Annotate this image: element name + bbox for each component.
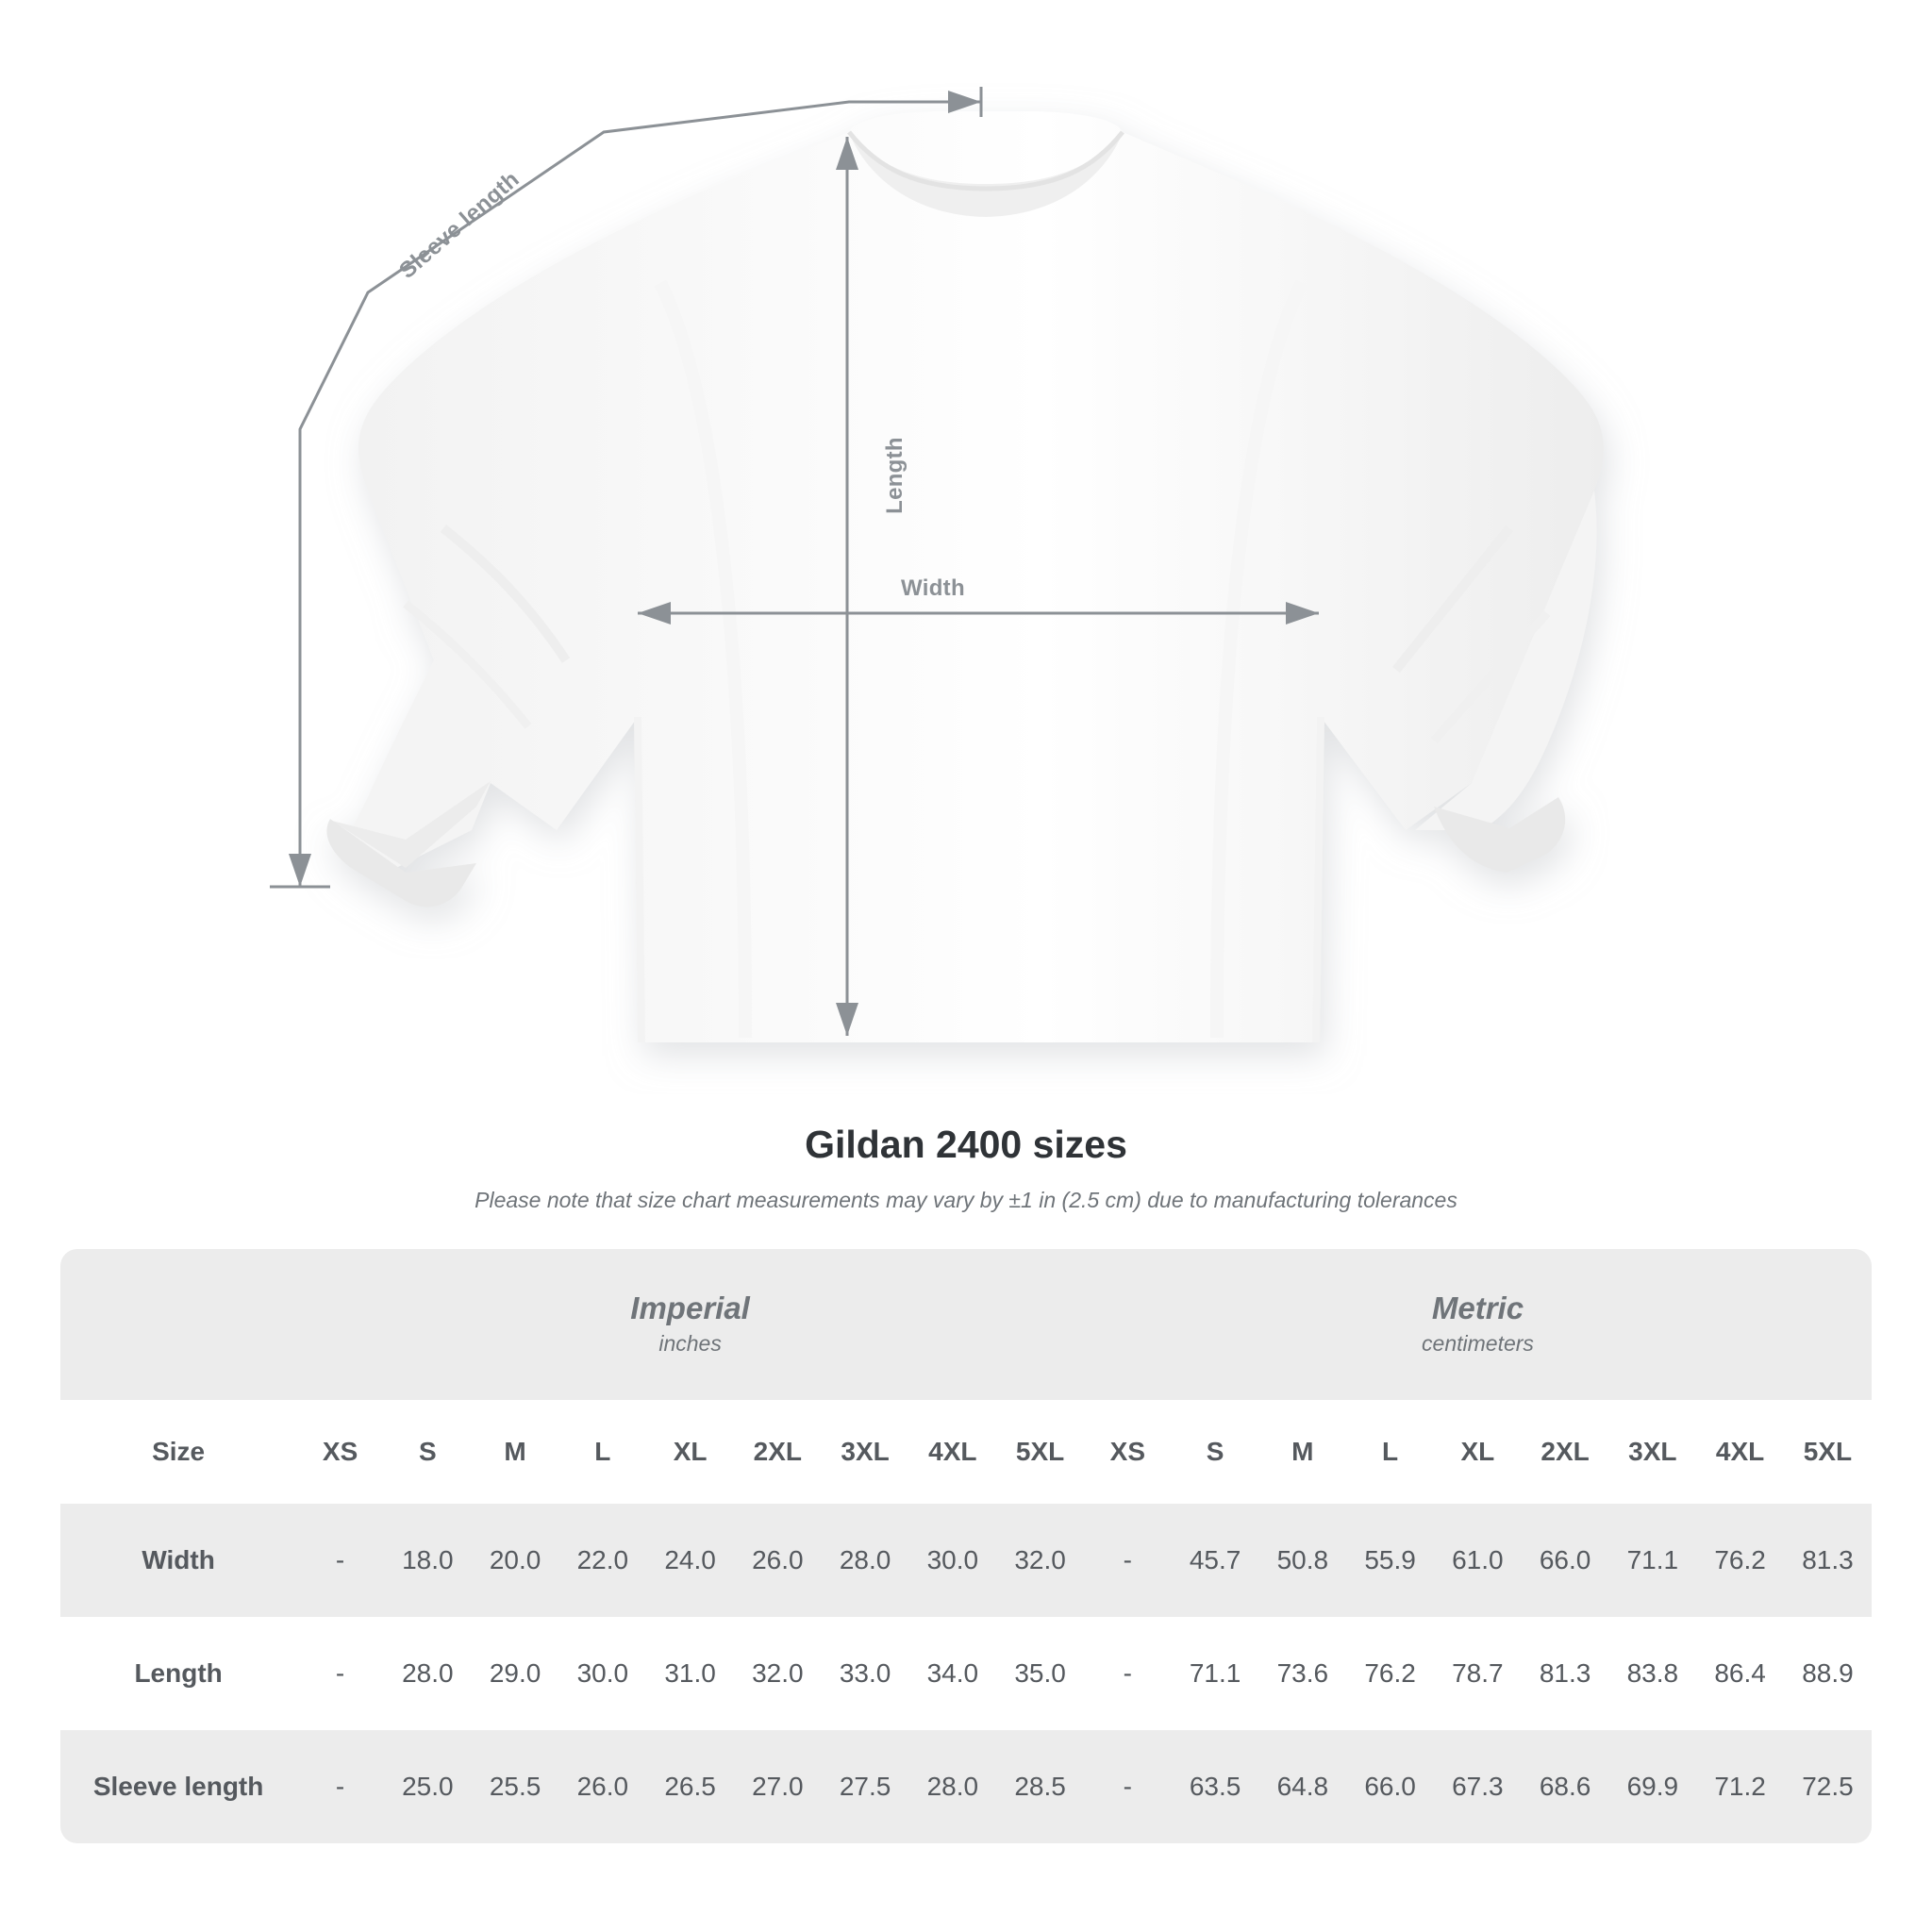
- size-header-imperial-xs: XS: [296, 1400, 384, 1504]
- size-header-imperial-xl: XL: [646, 1400, 734, 1504]
- size-header-imperial-5xl: 5XL: [996, 1400, 1084, 1504]
- size-header-metric-l: L: [1346, 1400, 1434, 1504]
- cell-sleeve-metric-xl: 67.3: [1434, 1730, 1522, 1843]
- cell-length-imperial-l: 30.0: [558, 1617, 646, 1730]
- size-header-metric-xl: XL: [1434, 1400, 1522, 1504]
- cell-sleeve-metric-2xl: 68.6: [1522, 1730, 1609, 1843]
- cell-sleeve-imperial-5xl: 28.5: [996, 1730, 1084, 1843]
- table-row: [60, 1617, 1872, 1730]
- unit-header-imperial: [296, 1249, 1084, 1400]
- cell-sleeve-imperial-3xl: 27.5: [822, 1730, 909, 1843]
- unit-imperial-name: Imperial: [630, 1291, 750, 1326]
- unit-imperial-sub: inches: [658, 1331, 722, 1357]
- cell-length-imperial-5xl: 35.0: [996, 1617, 1084, 1730]
- cell-sleeve-metric-m: 64.8: [1258, 1730, 1346, 1843]
- cell-length-metric-l: 76.2: [1346, 1617, 1434, 1730]
- cell-length-imperial-xl: 31.0: [646, 1617, 734, 1730]
- cell-length-imperial-3xl: 33.0: [822, 1617, 909, 1730]
- size-header-label: Size: [60, 1400, 296, 1504]
- unit-header-spacer: [60, 1249, 296, 1400]
- cell-sleeve-imperial-2xl: 27.0: [734, 1730, 822, 1843]
- row-label-length: Length: [60, 1617, 296, 1730]
- size-header-imperial-3xl: 3XL: [822, 1400, 909, 1504]
- cell-width-metric-2xl: 66.0: [1522, 1504, 1609, 1617]
- cell-width-metric-5xl: 81.3: [1784, 1504, 1872, 1617]
- cell-length-metric-2xl: 81.3: [1522, 1617, 1609, 1730]
- size-header-imperial-2xl: 2XL: [734, 1400, 822, 1504]
- size-header-metric-3xl: 3XL: [1608, 1400, 1696, 1504]
- cell-sleeve-imperial-s: 25.0: [384, 1730, 472, 1843]
- table-row: [60, 1504, 1872, 1617]
- size-header-metric-xs: XS: [1084, 1400, 1172, 1504]
- size-header-imperial-4xl: 4XL: [908, 1400, 996, 1504]
- cell-length-metric-3xl: 83.8: [1608, 1617, 1696, 1730]
- cell-width-metric-s: 45.7: [1172, 1504, 1259, 1617]
- cell-length-metric-4xl: 86.4: [1696, 1617, 1784, 1730]
- sleeve-length-label: Sleeve length: [394, 166, 525, 284]
- size-header-row: [60, 1400, 1872, 1504]
- cell-sleeve-metric-4xl: 71.2: [1696, 1730, 1784, 1843]
- cell-width-imperial-m: 20.0: [472, 1504, 559, 1617]
- size-header-imperial-m: M: [472, 1400, 559, 1504]
- cell-sleeve-metric-l: 66.0: [1346, 1730, 1434, 1843]
- cell-width-imperial-xs: -: [296, 1504, 384, 1617]
- size-header-imperial-l: L: [558, 1400, 646, 1504]
- cell-length-metric-xs: -: [1084, 1617, 1172, 1730]
- width-label: Width: [901, 575, 965, 601]
- cell-sleeve-imperial-4xl: 28.0: [908, 1730, 996, 1843]
- cell-width-imperial-4xl: 30.0: [908, 1504, 996, 1617]
- cell-length-imperial-xs: -: [296, 1617, 384, 1730]
- table-row: [60, 1730, 1872, 1843]
- cell-length-imperial-s: 28.0: [384, 1617, 472, 1730]
- cell-width-imperial-xl: 24.0: [646, 1504, 734, 1617]
- cell-length-metric-m: 73.6: [1258, 1617, 1346, 1730]
- cell-width-metric-m: 50.8: [1258, 1504, 1346, 1617]
- cell-length-metric-xl: 78.7: [1434, 1617, 1522, 1730]
- cell-sleeve-imperial-xl: 26.5: [646, 1730, 734, 1843]
- size-table-container: [60, 1249, 1872, 1843]
- cell-sleeve-metric-3xl: 69.9: [1608, 1730, 1696, 1843]
- size-header-imperial-s: S: [384, 1400, 472, 1504]
- title-block: [0, 1123, 1932, 1213]
- unit-header-metric: [1084, 1249, 1872, 1400]
- cell-length-imperial-2xl: 32.0: [734, 1617, 822, 1730]
- cell-length-metric-5xl: 88.9: [1784, 1617, 1872, 1730]
- unit-metric-name: Metric: [1431, 1291, 1524, 1326]
- cell-width-imperial-5xl: 32.0: [996, 1504, 1084, 1617]
- cell-width-metric-3xl: 71.1: [1608, 1504, 1696, 1617]
- cell-width-metric-4xl: 76.2: [1696, 1504, 1784, 1617]
- cell-length-imperial-4xl: 34.0: [908, 1617, 996, 1730]
- tolerance-note: Please note that size chart measurements may vary by ±1 in (2.5 cm) due to manufacturing tolerances: [475, 1188, 1457, 1212]
- row-label-width: Width: [60, 1504, 296, 1617]
- cell-length-metric-s: 71.1: [1172, 1617, 1259, 1730]
- cell-width-imperial-s: 18.0: [384, 1504, 472, 1617]
- cell-sleeve-metric-xs: -: [1084, 1730, 1172, 1843]
- cell-width-metric-xl: 61.0: [1434, 1504, 1522, 1617]
- cell-sleeve-metric-5xl: 72.5: [1784, 1730, 1872, 1843]
- cell-sleeve-imperial-xs: -: [296, 1730, 384, 1843]
- unit-metric-sub: centimeters: [1422, 1331, 1534, 1357]
- cell-length-imperial-m: 29.0: [472, 1617, 559, 1730]
- size-header-metric-5xl: 5XL: [1784, 1400, 1872, 1504]
- cell-width-metric-l: 55.9: [1346, 1504, 1434, 1617]
- cell-width-imperial-2xl: 26.0: [734, 1504, 822, 1617]
- cell-width-imperial-3xl: 28.0: [822, 1504, 909, 1617]
- size-header-metric-s: S: [1172, 1400, 1259, 1504]
- size-header-metric-m: M: [1258, 1400, 1346, 1504]
- size-header-metric-4xl: 4XL: [1696, 1400, 1784, 1504]
- cell-width-imperial-l: 22.0: [558, 1504, 646, 1617]
- length-label: Length: [881, 437, 908, 514]
- unit-header-row: [60, 1249, 1872, 1400]
- shirt-body: [326, 111, 1604, 1042]
- row-label-sleeve-length: Sleeve length: [60, 1730, 296, 1843]
- size-table: [60, 1249, 1872, 1843]
- cell-sleeve-imperial-l: 26.0: [558, 1730, 646, 1843]
- cell-sleeve-metric-s: 63.5: [1172, 1730, 1259, 1843]
- cell-width-metric-xs: -: [1084, 1504, 1172, 1617]
- size-header-metric-2xl: 2XL: [1522, 1400, 1609, 1504]
- page-title: Gildan 2400 sizes: [805, 1123, 1127, 1166]
- cell-sleeve-imperial-m: 25.5: [472, 1730, 559, 1843]
